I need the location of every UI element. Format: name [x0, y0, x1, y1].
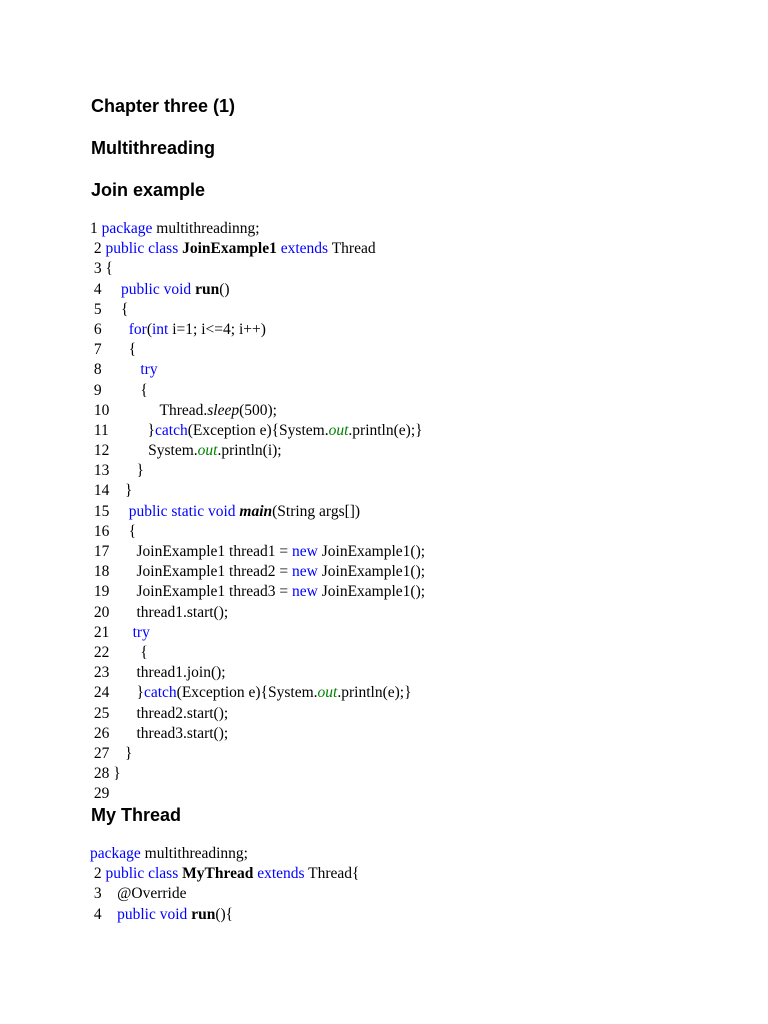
- code-text: (){: [215, 905, 234, 923]
- code-line: [90, 219, 750, 239]
- code-text: (Exception e){System.: [176, 684, 318, 702]
- code-text: 3 @Override: [90, 885, 187, 903]
- code-keyword: public static void: [128, 502, 236, 520]
- code-text: 20 thread1.start();: [90, 603, 229, 621]
- code-line: [90, 643, 750, 663]
- code-text: .println(e);}: [348, 421, 423, 439]
- code-text: 3 {: [90, 260, 113, 278]
- code-identifier: JoinExample1: [182, 240, 277, 258]
- code-text: 11 }: [90, 421, 155, 439]
- code-text: JoinExample1();: [317, 563, 426, 581]
- code-line: [90, 381, 750, 401]
- code-text: .println(e);}: [337, 684, 412, 702]
- code-text: 1: [90, 220, 102, 237]
- code-text: .println(i);: [217, 442, 282, 460]
- code-text: 21: [90, 623, 133, 641]
- code-text: 14 }: [90, 482, 133, 500]
- code-text: 28 }: [90, 765, 121, 783]
- join-example-code-block: [90, 219, 750, 804]
- chapter-title: Chapter three (1): [91, 96, 236, 116]
- code-keyword: package: [101, 220, 153, 237]
- code-keyword: for: [128, 320, 147, 338]
- code-line: [90, 401, 750, 421]
- code-keyword: new: [292, 583, 318, 601]
- code-line: [90, 704, 750, 724]
- code-text: JoinExample1();: [317, 543, 426, 560]
- code-line: [90, 603, 750, 623]
- code-line: [90, 300, 750, 320]
- code-line: [90, 340, 750, 360]
- code-line: [90, 502, 750, 522]
- code-text: Thread{: [304, 865, 360, 883]
- code-identifier: MyThread: [182, 865, 254, 883]
- code-method: sleep: [207, 401, 240, 419]
- code-text: 7 {: [90, 341, 137, 359]
- code-text: 2: [90, 865, 106, 883]
- code-text: 23 thread1.join();: [90, 664, 226, 682]
- code-line: [90, 522, 750, 542]
- code-text: 24 }: [90, 684, 144, 702]
- code-text: 22 {: [90, 643, 148, 661]
- code-line: [90, 441, 750, 461]
- code-text: (String args[]): [272, 502, 361, 520]
- code-identifier: run: [195, 280, 220, 298]
- code-keyword: public void: [121, 280, 192, 298]
- code-line: [90, 280, 750, 300]
- code-text: 26 thread3.start();: [90, 724, 229, 742]
- my-thread-code-block: [90, 844, 750, 925]
- code-text: 19 JoinExample1 thread3 =: [90, 583, 293, 601]
- code-keyword: catch: [155, 421, 188, 439]
- code-keyword: catch: [143, 684, 177, 702]
- code-identifier: run: [191, 905, 216, 923]
- code-text: 9 {: [90, 381, 148, 399]
- code-text: 8: [90, 361, 141, 379]
- code-static-field: out: [328, 421, 349, 439]
- code-text: i=1; i<=4; i++): [168, 320, 266, 338]
- code-keyword: extends: [257, 865, 305, 883]
- code-text: 29: [90, 785, 110, 803]
- code-text: 15: [90, 502, 129, 520]
- code-keyword: package: [90, 845, 141, 862]
- code-keyword: public class: [105, 240, 179, 258]
- code-line: [90, 784, 750, 804]
- code-line: [90, 259, 750, 279]
- code-text: 4: [90, 905, 118, 923]
- code-text: 25 thread2.start();: [90, 704, 229, 722]
- code-text: (): [219, 280, 230, 298]
- code-line: [90, 320, 750, 340]
- code-text: (: [146, 320, 152, 338]
- code-line: [90, 461, 750, 481]
- code-text: 13 }: [90, 462, 144, 480]
- code-keyword: int: [152, 320, 169, 338]
- code-text: JoinExample1();: [317, 583, 426, 601]
- code-line: [90, 562, 750, 582]
- code-text: multithreadinng;: [140, 845, 248, 862]
- code-identifier: main: [239, 502, 273, 520]
- code-text: (500);: [239, 401, 277, 419]
- code-text: 27 }: [90, 744, 133, 762]
- code-line: [90, 864, 750, 884]
- code-line: [90, 884, 750, 904]
- code-line: [90, 905, 750, 925]
- code-text: 16 {: [90, 522, 137, 540]
- code-line: [90, 764, 750, 784]
- code-keyword: new: [292, 563, 318, 581]
- code-line: [90, 421, 750, 441]
- code-line: [90, 663, 750, 683]
- code-text: 2: [90, 240, 106, 258]
- code-text: 17 JoinExample1 thread1 =: [90, 543, 293, 560]
- code-text: Thread: [328, 240, 376, 258]
- code-line: [90, 542, 750, 562]
- code-line: [90, 582, 750, 602]
- my-thread-heading: My Thread: [91, 805, 182, 825]
- code-static-field: out: [317, 684, 338, 702]
- code-line: [90, 844, 750, 864]
- code-line: [90, 744, 750, 764]
- code-keyword: public void: [117, 905, 188, 923]
- code-static-field: out: [197, 442, 218, 460]
- code-line: [90, 239, 750, 259]
- code-keyword: extends: [280, 240, 329, 258]
- code-line: [90, 623, 750, 643]
- topic-heading: Multithreading: [91, 138, 215, 158]
- code-line: [90, 360, 750, 380]
- code-text: 4: [90, 280, 121, 298]
- code-keyword: public class: [105, 865, 179, 883]
- code-text: 18 JoinExample1 thread2 =: [90, 563, 293, 581]
- code-text: 5 {: [90, 300, 129, 318]
- code-line: [90, 683, 750, 703]
- code-text: 10 Thread.: [90, 401, 208, 419]
- code-keyword: new: [292, 543, 318, 560]
- code-line: [90, 724, 750, 744]
- join-example-heading: Join example: [91, 180, 206, 200]
- code-text: (Exception e){System.: [187, 421, 329, 439]
- code-keyword: try: [132, 623, 150, 641]
- code-line: [90, 481, 750, 501]
- code-text: 6: [90, 320, 129, 338]
- code-text: multithreadinng;: [152, 220, 260, 237]
- code-keyword: try: [140, 361, 158, 379]
- code-text: 12 System.: [90, 442, 198, 460]
